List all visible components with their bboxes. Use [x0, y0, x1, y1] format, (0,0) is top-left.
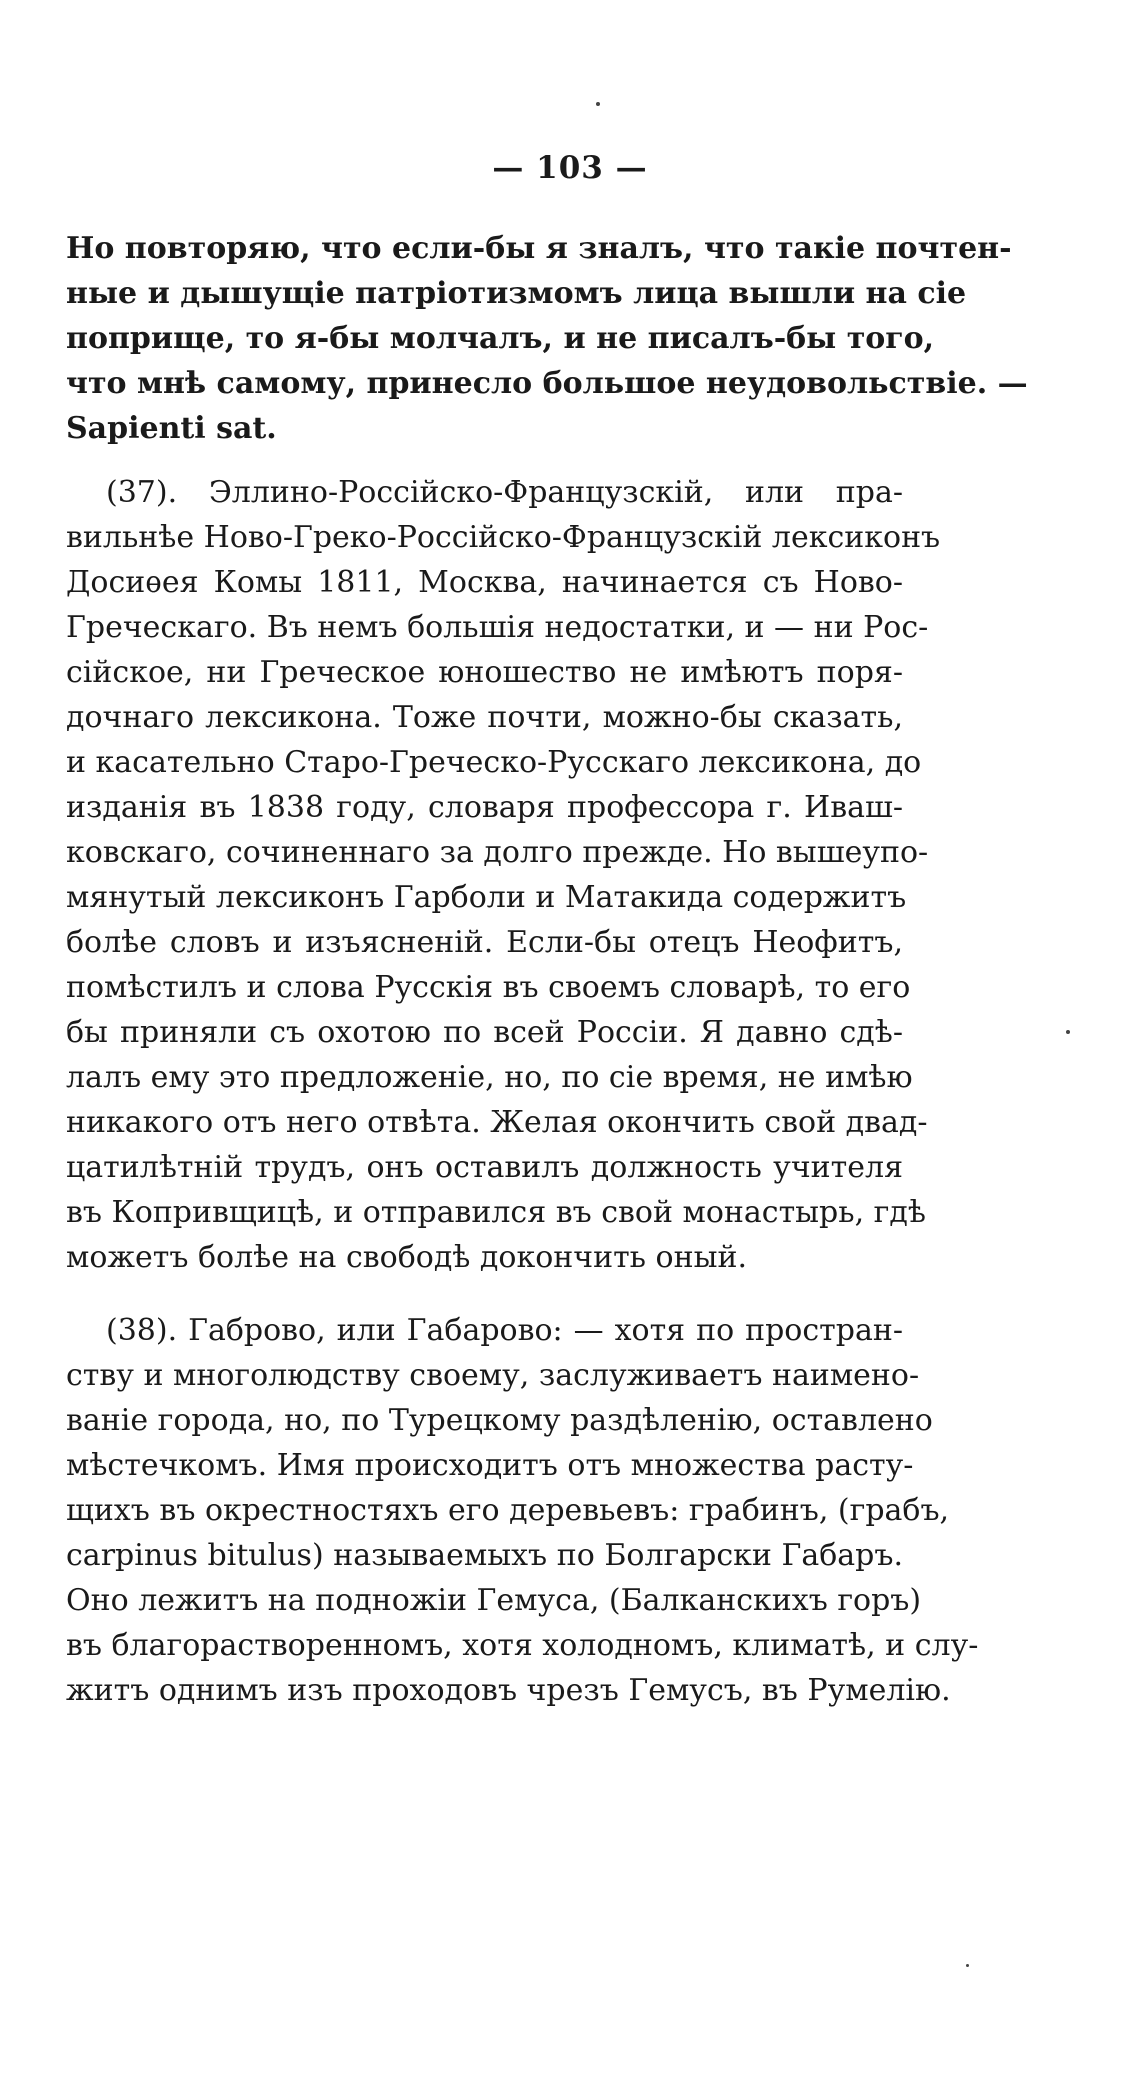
text-line: Греческаго. Въ немъ большія недостатки, и — ни Рос-	[66, 610, 929, 645]
text-line: житъ однимъ изъ проходовъ чрезъ Гемусъ, въ Румелію.	[66, 1673, 951, 1708]
text-line: и касательно Старо-Греческо-Русскаго лексикона, до	[66, 745, 922, 780]
text-line: лалъ ему это предложеніе, но, по сіе время, не имѣю	[66, 1060, 913, 1095]
text-line: Sapienti sat.	[66, 411, 277, 446]
text-line: сійское, ни Греческое юношество не имѣютъ поря-	[66, 655, 903, 690]
text-line: въ Копривщицѣ, и отправился въ свой монастырь, гдѣ	[66, 1195, 926, 1230]
text-line: (37). Эллино-Россійско-Французскій, или пра-	[106, 475, 903, 510]
text-line: въ благорастворенномъ, хотя холодномъ, климатѣ, и слу-	[66, 1628, 979, 1663]
text-line: Но повторяю, что если-бы я зналъ, что такіе почтен-	[66, 231, 1012, 266]
paragraph-37	[66, 470, 941, 1280]
text-line: щихъ въ окрестностяхъ его деревьевъ: грабинъ, (грабъ,	[66, 1493, 950, 1528]
text-line: ковскаго, сочиненнаго за долго прежде. Но вышеупо-	[66, 835, 929, 870]
text-line: ству и многолюдству своему, заслуживаетъ наимено-	[66, 1358, 920, 1393]
text-line: (38). Габрово, или Габарово: — хотя по простран-	[106, 1313, 903, 1348]
text-line: болѣе словъ и изъясненій. Если-бы отецъ Неофитъ,	[66, 925, 903, 960]
text-line: Оно лежитъ на подножіи Гемуса, (Балканскихъ горъ)	[66, 1583, 922, 1618]
paragraph-1	[66, 226, 1028, 451]
text-line: изданія въ 1838 году, словаря профессора г. Иваш-	[66, 790, 903, 825]
text-line: бы приняли съ охотою по всей Россіи. Я давно сдѣ-	[66, 1015, 903, 1050]
text-line: вильнѣе Ново-Греко-Россійско-Французскій лексиконъ	[66, 520, 941, 555]
text-line: мянутый лексиконъ Гарболи и Матакида содержитъ	[66, 880, 907, 915]
text-line: ные и дышущіе патріотизмомъ лица вышли на сіе	[66, 276, 967, 311]
text-line: цатилѣтній трудъ, онъ оставилъ должность учителя	[66, 1150, 903, 1185]
text-line: мѣстечкомъ. Имя происходитъ отъ множества расту-	[66, 1448, 914, 1483]
paper-speck	[966, 1964, 969, 1967]
text-line: Досиѳея Комы 1811, Москва, начинается съ Ново-	[66, 565, 903, 600]
paper-speck	[596, 102, 600, 106]
text-line: ваніе города, но, по Турецкому раздѣленію, оставлено	[66, 1403, 933, 1438]
text-line: никакого отъ него отвѣта. Желая окончить свой двад-	[66, 1105, 928, 1140]
text-line: помѣстилъ и слова Русскія въ своемъ словарѣ, то его	[66, 970, 911, 1005]
text-line: carpinus bitulus) называемыхъ по Болгарски Габаръ.	[66, 1538, 903, 1573]
text-line: что мнѣ самому, принесло большое неудовольствіе. —	[66, 366, 1028, 401]
page-number-header: — 103 —	[492, 150, 648, 186]
text-line: можетъ болѣе на свободѣ докончить оный.	[66, 1240, 748, 1275]
text-line: поприще, то я-бы молчалъ, и не писалъ-бы того,	[66, 321, 935, 356]
paper-speck	[1066, 1030, 1070, 1034]
text-line: дочнаго лексикона. Тоже почти, можно-бы сказать,	[66, 700, 903, 735]
paragraph-38	[66, 1308, 979, 1713]
